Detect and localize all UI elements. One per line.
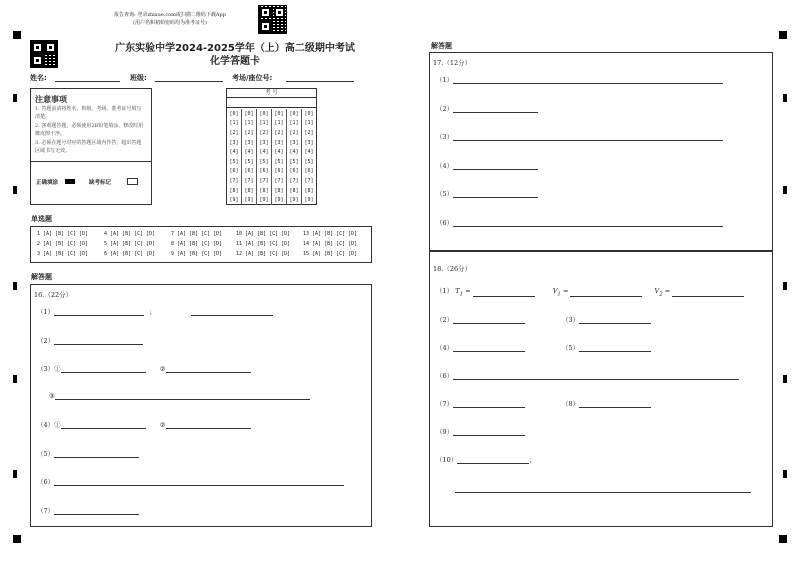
exam-digit-bubble[interactable]: [4] <box>257 147 272 157</box>
notice-item-2: 2. 客观题答题，必须使用2B铅笔填涂，修改时用橡皮擦干净。 <box>35 123 144 137</box>
choice-question-item[interactable]: 8 [A] [B] [C] [D] <box>171 241 223 247</box>
choice-question-item[interactable]: 11 [A] [B] [C] [D] <box>236 241 291 247</box>
correct-fill-label: 正确填涂 <box>36 180 59 186</box>
q18-part-5-label: （5） <box>562 344 580 352</box>
q18-part-4-blank[interactable] <box>453 351 525 352</box>
q16-part-1 <box>37 307 273 316</box>
exam-digit-bubble[interactable]: [2] <box>272 128 287 138</box>
q18-part-6-label: （6） <box>436 372 454 380</box>
q18-part-9 <box>436 427 525 436</box>
q17-part-label: （3） <box>436 133 454 141</box>
q18-part-4-label: （4） <box>436 344 454 352</box>
q17-part-label: （1） <box>436 76 454 84</box>
q16-part-1-label: （1） <box>37 308 55 316</box>
q18-part-9-label: （9） <box>436 428 454 436</box>
q18-part-8-blank[interactable] <box>579 407 651 408</box>
q16-part-5-blank[interactable] <box>54 457 139 458</box>
report-notice-line1: 报告查询: 登录zhixue.com或扫描二维码下载App <box>114 12 226 18</box>
registration-mark <box>13 535 21 543</box>
q18-part-10-label: （10） <box>436 456 458 464</box>
q16-part-2-label: （2） <box>37 337 55 345</box>
q18-part-1 <box>436 286 744 297</box>
exam-digit-bubble[interactable]: [3] <box>302 138 317 148</box>
q18-part-8 <box>562 399 651 408</box>
q18-part-8-label: （8） <box>562 400 580 408</box>
q17-part-blank[interactable] <box>453 169 538 170</box>
exam-digit-bubble[interactable]: [9] <box>302 195 317 205</box>
q18-t1-symbol <box>455 287 464 298</box>
q17-part-3 <box>436 132 723 141</box>
exam-digit-bubble[interactable]: [2] <box>287 128 302 138</box>
exam-digit-bubble[interactable]: [6] <box>257 167 272 177</box>
q18-part-10 <box>436 455 536 464</box>
q16-part-7 <box>37 506 139 515</box>
exam-digit-bubble[interactable]: [1] <box>302 119 317 129</box>
exam-digit-bubble[interactable]: [1] <box>229 120 239 127</box>
q16-part-7-blank[interactable] <box>54 514 139 515</box>
exam-digit-bubble[interactable]: [7] <box>229 177 239 184</box>
exam-digit-bubble[interactable]: [7] <box>257 176 272 186</box>
choice-question-item[interactable]: 5 [A] [B] [C] [D] <box>104 241 156 247</box>
exam-digit-bubble[interactable]: [9] <box>242 195 257 205</box>
q18-part-2-label: （2） <box>436 316 454 324</box>
exam-digit-bubble[interactable]: [7] <box>287 176 302 186</box>
absent-mark-checkbox[interactable] <box>127 178 138 185</box>
q18-part-10-blank-a[interactable] <box>457 463 529 464</box>
exam-digit-bubble[interactable]: [6] <box>287 167 302 177</box>
q18-part-2-blank[interactable] <box>453 323 525 324</box>
exam-digit-bubble[interactable]: [2] <box>242 128 257 138</box>
notice-title: 注意事项 <box>35 95 67 104</box>
choice-question-item[interactable]: 3 [A] [B] [C] [D] <box>37 251 89 257</box>
choice-question-item[interactable]: 15 [A] [B] [C] [D] <box>303 251 358 257</box>
page-title: 广东实验中学2024-2025学年（上）高二级期中考试 <box>115 43 355 54</box>
side-mark <box>13 186 17 194</box>
q18-v1-blank[interactable] <box>570 296 642 297</box>
exam-digit-bubble[interactable]: [3] <box>229 139 239 146</box>
exam-digit-bubble[interactable]: [4] <box>287 147 302 157</box>
exam-digit-bubble[interactable]: [7] <box>302 176 317 186</box>
q16-part-4 <box>37 420 251 429</box>
q16-part-4-blank-2[interactable] <box>166 428 251 429</box>
exam-digit-bubble[interactable]: [0] <box>257 109 272 119</box>
answer-section-title-right: 解答题 <box>431 42 452 50</box>
q17-part-blank[interactable] <box>453 83 723 84</box>
q17-part-label: （4） <box>436 161 454 170</box>
notice-item-1: 1. 答题前请将姓名、班级、考场、准考证号填写清楚。 <box>35 106 142 120</box>
exam-digit-bubble[interactable]: [2] <box>257 128 272 138</box>
q16-part-4-label-2: ② <box>159 421 166 429</box>
q18-part-2 <box>436 315 525 324</box>
q18-v2-eq: = <box>664 287 671 295</box>
exam-number-grid <box>226 88 317 205</box>
exam-digit-bubble[interactable]: [9] <box>229 197 239 204</box>
exam-digit-bubble[interactable]: [0] <box>272 109 287 119</box>
q18-v2-letter: V <box>654 287 660 295</box>
q16-part-6 <box>37 477 344 486</box>
exam-digit-bubble[interactable]: [8] <box>302 186 317 196</box>
q18-v2-symbol <box>654 287 663 298</box>
choice-question-item[interactable]: 2 [A] [B] [C] [D] <box>37 241 89 247</box>
q18-t1-eq: = <box>465 287 471 295</box>
exam-digit-bubble[interactable]: [9] <box>257 195 272 205</box>
correct-fill-sample <box>65 179 75 184</box>
exam-digit-bubble[interactable]: [3] <box>287 138 302 148</box>
exam-digit-bubble[interactable]: [2] <box>302 128 317 138</box>
q16-part-4-label: （4）① <box>37 421 61 429</box>
answer-section-title-left: 解答题 <box>31 273 52 281</box>
q18-part-7-blank[interactable] <box>453 407 525 408</box>
exam-digit-bubble[interactable]: [0] <box>242 109 257 119</box>
q18-v1-letter: V <box>552 287 558 295</box>
exam-digit-bubble[interactable]: [5] <box>287 157 302 167</box>
exam-digit-bubble[interactable]: [0] <box>302 109 317 119</box>
notice-box <box>30 88 152 205</box>
q18-part-5-blank[interactable] <box>579 351 651 352</box>
exam-digit-bubble[interactable]: [3] <box>242 138 257 148</box>
q16-part-3-label-3: ③ <box>49 392 55 400</box>
exam-digit-bubble[interactable]: [5] <box>272 157 287 167</box>
q17-part-label: （2） <box>436 104 454 113</box>
question-17-box <box>429 52 773 251</box>
q17-part-4 <box>436 161 538 170</box>
side-mark <box>13 282 17 290</box>
exam-digit-bubble[interactable]: [1] <box>242 119 257 129</box>
q18-t1-letter: T <box>455 287 460 295</box>
exam-digit-bubble[interactable]: [4] <box>229 149 239 156</box>
choice-question-item[interactable]: 9 [A] [B] [C] [D] <box>171 251 223 257</box>
q16-part-4-blank-1[interactable] <box>61 428 146 429</box>
side-mark <box>783 470 787 478</box>
exam-digit-bubble[interactable]: [0] <box>229 110 239 117</box>
exam-digit-bubble[interactable]: [1] <box>272 119 287 129</box>
q17-part-blank[interactable] <box>453 197 538 198</box>
exam-digit-bubble[interactable]: [7] <box>242 176 257 186</box>
q18-v1-sub: 1 <box>557 291 561 298</box>
exam-digit-bubble[interactable]: [2] <box>229 129 239 136</box>
exam-digit-bubble[interactable]: [1] <box>287 119 302 129</box>
q16-part-6-blank[interactable] <box>54 485 344 486</box>
q18-t1-blank[interactable] <box>473 296 535 297</box>
q16-part-3-label: （3）① <box>37 365 61 373</box>
q18-v1-eq: = <box>562 287 569 295</box>
q18-part-1-label: （1） <box>436 287 454 295</box>
q16-part-3-blank-2[interactable] <box>166 372 251 373</box>
side-mark <box>783 186 787 194</box>
q16-part-3-blank-1[interactable] <box>61 372 146 373</box>
report-notice <box>100 11 240 27</box>
side-mark <box>783 282 787 290</box>
q18-v1-symbol <box>552 287 561 298</box>
exam-digit-bubble[interactable]: [8] <box>242 186 257 196</box>
q16-part-6-label: （6） <box>37 478 55 486</box>
exam-digit-bubble[interactable]: [6] <box>242 167 257 177</box>
q16-part-5-label: （5） <box>37 450 55 458</box>
notice-item-3: 3. 必须在题号对应的答题区域内作答，超出答题区域书写无效。 <box>35 140 142 154</box>
q18-part-9-blank[interactable] <box>453 435 525 436</box>
q18-part-5 <box>562 343 651 352</box>
room-seat-field[interactable] <box>286 72 354 82</box>
q17-part-1 <box>436 75 723 84</box>
q17-part-6 <box>436 218 723 227</box>
exam-digit-bubble[interactable]: [9] <box>272 195 287 205</box>
registration-mark <box>779 31 787 39</box>
q17-header: 17.（12分） <box>433 59 472 67</box>
q18-v2-sub: 2 <box>659 291 663 298</box>
q16-header: 16.（22分） <box>34 291 73 299</box>
exam-digit-bubble[interactable]: [3] <box>272 138 287 148</box>
q16-part-3-blank-3[interactable] <box>55 399 310 400</box>
side-mark <box>13 375 17 383</box>
q17-part-label: （6） <box>436 218 454 227</box>
registration-mark <box>779 535 787 543</box>
exam-digit-bubble[interactable]: [8] <box>287 186 302 196</box>
exam-digit-bubble[interactable]: [8] <box>272 186 287 196</box>
exam-digit-bubble[interactable]: [8] <box>229 187 239 194</box>
q16-part-3-label-2: ② <box>159 365 166 373</box>
page-subtitle: 化学答题卡 <box>210 56 260 67</box>
q16-part-1-sep: ； <box>149 308 156 316</box>
side-mark <box>13 94 17 102</box>
single-choice-title: 单选题 <box>31 215 52 223</box>
q18-part-6 <box>436 371 739 380</box>
exam-digit-bubble[interactable]: [3] <box>257 138 272 148</box>
choice-question-item[interactable]: 12 [A] [B] [C] [D] <box>236 251 291 257</box>
q17-part-5 <box>436 189 538 198</box>
question-16-box <box>30 284 372 527</box>
q17-part-2 <box>436 104 538 113</box>
choice-question-item[interactable]: 7 [A] [B] [C] [D] <box>171 231 223 237</box>
exam-digit-bubble[interactable]: [8] <box>257 186 272 196</box>
q16-part-1-blank-b[interactable] <box>191 315 273 316</box>
q18-part-6-blank[interactable] <box>453 379 739 380</box>
exam-digit-bubble[interactable]: [5] <box>302 157 317 167</box>
q18-part-4 <box>436 343 525 352</box>
qr-code-app[interactable] <box>258 5 287 34</box>
q16-part-3c <box>49 392 310 400</box>
exam-digit-bubble[interactable]: [5] <box>242 157 257 167</box>
exam-digit-bubble[interactable]: [4] <box>302 147 317 157</box>
exam-digit-bubble[interactable]: [1] <box>257 119 272 129</box>
exam-digit-bubble[interactable]: [9] <box>287 195 302 205</box>
q18-part-7-label: （7） <box>436 400 454 408</box>
q16-part-7-label: （7） <box>37 507 55 515</box>
q18-part-3-blank[interactable] <box>579 323 651 324</box>
side-mark <box>783 375 787 383</box>
q16-part-5 <box>37 449 139 458</box>
q16-part-3 <box>37 364 251 373</box>
q16-part-2-blank[interactable] <box>54 344 143 345</box>
qr-code-card <box>30 40 58 68</box>
q18-t1-sub: 1 <box>459 291 464 298</box>
single-choice-box <box>30 226 372 263</box>
question-18-box <box>429 251 773 527</box>
choice-question-item[interactable]: 1 [A] [B] [C] [D] <box>37 231 89 237</box>
choice-question-item[interactable]: 4 [A] [B] [C] [D] <box>104 231 156 237</box>
q18-part-10-blank-b[interactable] <box>455 492 751 493</box>
choice-question-item[interactable]: 13 [A] [B] [C] [D] <box>303 231 358 237</box>
q16-part-1-blank-a[interactable] <box>54 315 144 316</box>
class-field[interactable] <box>155 72 223 82</box>
q18-part-10-sep: ； <box>529 456 536 464</box>
registration-mark <box>13 31 21 39</box>
exam-digit-bubble[interactable]: [6] <box>302 167 317 177</box>
q18-v2-blank[interactable] <box>672 296 744 297</box>
exam-digit-bubble[interactable]: [6] <box>272 167 287 177</box>
exam-digit-bubble[interactable]: [5] <box>229 158 239 165</box>
exam-digit-bubble[interactable]: [5] <box>257 157 272 167</box>
q17-part-blank[interactable] <box>453 112 538 113</box>
report-notice-line2: (用户名和初始密码均为准考证号) <box>133 20 207 26</box>
room-seat-label: 考场/座位号: <box>232 74 273 82</box>
exam-digit-bubble[interactable]: [4] <box>272 147 287 157</box>
exam-digit-bubble[interactable]: [0] <box>287 109 302 119</box>
absent-mark-label: 缺考标记 <box>89 180 112 186</box>
choice-question-item[interactable]: 10 [A] [B] [C] [D] <box>236 231 291 237</box>
exam-digit-bubble[interactable]: [6] <box>229 168 239 175</box>
choice-question-item[interactable]: 14 [A] [B] [C] [D] <box>303 241 358 247</box>
choice-question-item[interactable]: 6 [A] [B] [C] [D] <box>104 251 156 257</box>
side-mark <box>783 94 787 102</box>
q17-part-label: （5） <box>436 190 454 198</box>
side-mark <box>13 470 17 478</box>
q18-header: 18.（26分） <box>433 265 472 273</box>
q17-part-blank[interactable] <box>453 226 723 227</box>
class-label: 班级: <box>130 74 147 82</box>
q16-part-2 <box>37 336 143 345</box>
q18-part-3 <box>562 315 651 324</box>
name-label: 姓名: <box>30 74 47 82</box>
exam-number-header: 考 号 <box>227 89 316 98</box>
exam-digit-bubble[interactable]: [4] <box>242 147 257 157</box>
name-field[interactable] <box>55 72 120 82</box>
exam-digit-bubble[interactable]: [7] <box>272 176 287 186</box>
q18-part-7 <box>436 399 525 408</box>
q17-part-blank[interactable] <box>453 140 723 141</box>
q18-part-3-label: （3） <box>562 316 580 324</box>
exam-number-bubbles <box>227 109 316 205</box>
